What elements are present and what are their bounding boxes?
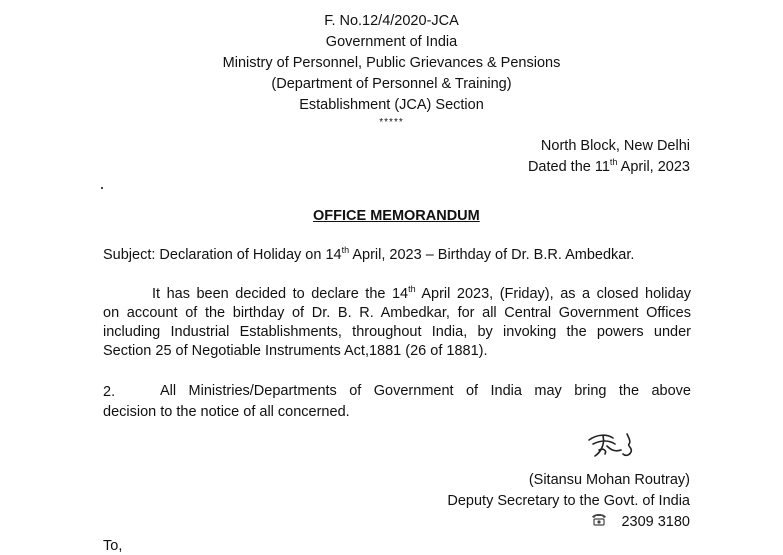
signatory-designation: Deputy Secretary to the Govt. of India: [447, 493, 690, 509]
memo-date: Dated the 11th April, 2023: [527, 157, 690, 175]
signatory-phone: 2309 3180: [621, 514, 690, 530]
paragraph-1: [103, 285, 691, 361]
paragraph-2-line-2: decision to the notice of all concerned.: [103, 404, 350, 420]
paragraph-1-line-1: It has been decided to declare the 14th April 2023, (Friday), as a closed holiday: [152, 284, 692, 302]
signatory-name: (Sitansu Mohan Routray): [528, 472, 690, 488]
paragraph-2-number: 2.: [103, 384, 116, 400]
separator-stars: *****: [379, 117, 404, 128]
section-name: Establishment (JCA) Section: [299, 97, 484, 113]
ministry-name: Ministry of Personnel, Public Grievances & Pensions: [222, 55, 561, 71]
paragraph-2-line-1: All Ministries/Departments of Government of India may bring the above: [160, 383, 691, 399]
paragraph-1-line-2: on account of the birthday of Dr. B. R. Ambedkar, for all Central Government Offices: [103, 305, 691, 321]
paragraph-1-line-4: Section 25 of Negotiable Instruments Act,1881 (26 of 1881).: [103, 343, 488, 359]
government-of-india: Government of India: [325, 34, 458, 50]
place-location: North Block, New Delhi: [540, 138, 690, 154]
department-name: (Department of Personnel & Training): [271, 76, 512, 92]
signature-image: [583, 426, 683, 460]
telephone-icon: [590, 512, 610, 528]
stray-mark: [101, 187, 103, 189]
subject-line: Subject: Declaration of Holiday on 14th April, 2023 – Birthday of Dr. B.R. Ambedkar.: [103, 245, 635, 263]
to-label: To,: [103, 538, 123, 554]
file-number: F. No.12/4/2020-JCA: [324, 13, 459, 29]
paragraph-1-line-3: including Industrial Establishments, throughout India, by invoking the powers under: [103, 324, 691, 340]
memo-title: OFFICE MEMORANDUM: [313, 208, 480, 224]
